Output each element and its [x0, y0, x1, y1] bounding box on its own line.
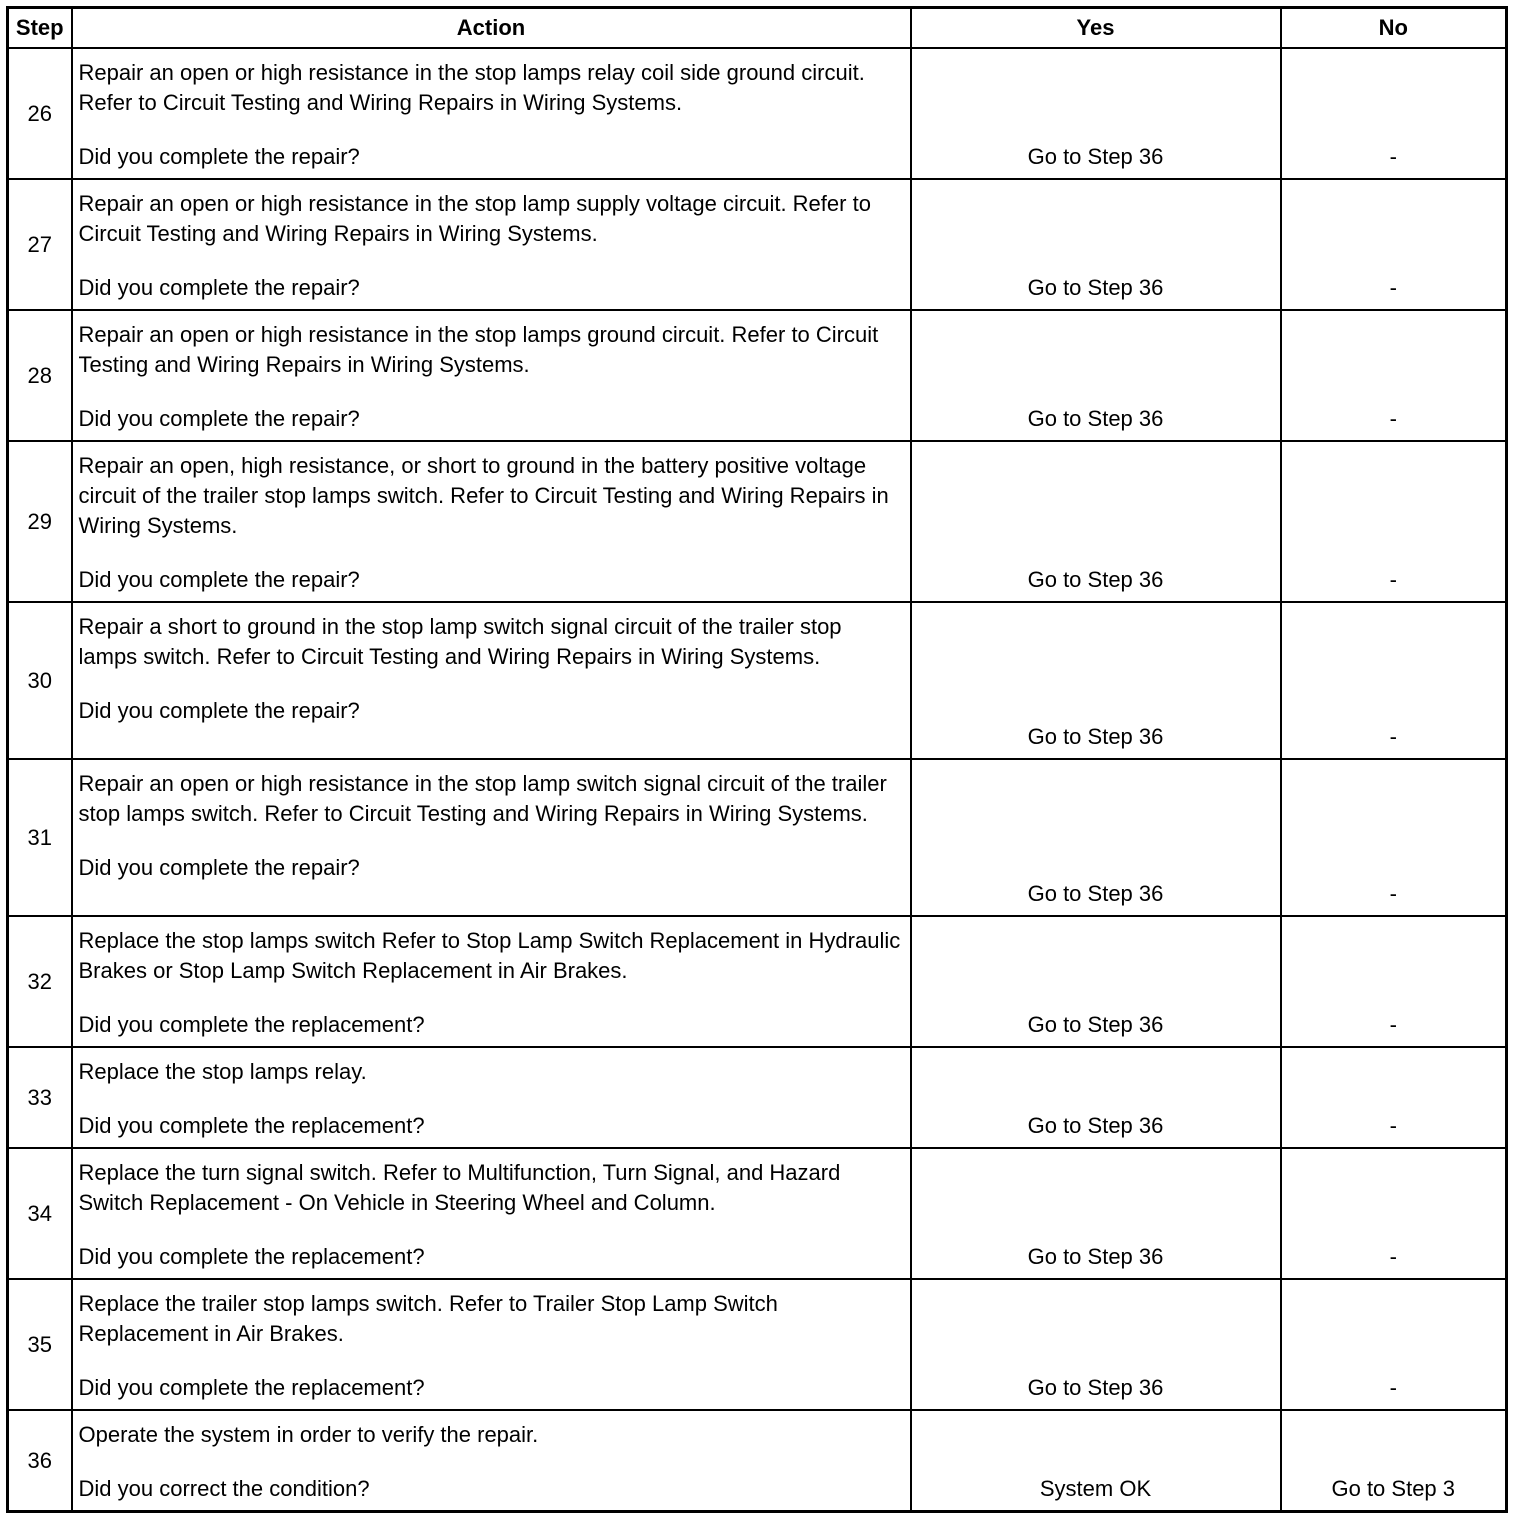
action-cell	[72, 759, 911, 916]
action-instruction: Repair an open or high resistance in the stop lamps ground circuit. Refer to Circuit Testing and Wiring Repairs in Wiring Systems.	[78, 322, 879, 377]
no-result: -	[1281, 1148, 1507, 1279]
action-instruction: Repair an open or high resistance in the stop lamp switch signal circuit of the trailer stop lamps switch. Refer to Circuit Testing and Wiring Repairs in Wiring Systems.	[78, 771, 887, 826]
no-result: -	[1281, 48, 1507, 179]
table-row	[8, 1148, 1507, 1279]
action-instruction: Repair an open or high resistance in the stop lamp supply voltage circuit. Refer to Circuit Testing and Wiring Repairs in Wiring Systems.	[78, 191, 871, 246]
action-instruction: Replace the trailer stop lamps switch. Refer to Trailer Stop Lamp Switch Replacement in Air Brakes.	[78, 1291, 778, 1346]
yes-result: Go to Step 36	[911, 1047, 1281, 1148]
yes-result: System OK	[911, 1410, 1281, 1512]
step-number: 32	[8, 916, 72, 1047]
action-cell	[72, 179, 911, 310]
action-cell	[72, 1047, 911, 1148]
yes-result: Go to Step 36	[911, 48, 1281, 179]
action-question: Did you correct the condition?	[78, 1476, 370, 1501]
step-number: 26	[8, 48, 72, 179]
action-question: Did you complete the replacement?	[78, 1113, 425, 1138]
step-number: 31	[8, 759, 72, 916]
no-result: -	[1281, 441, 1507, 602]
no-result: -	[1281, 602, 1507, 759]
table-row	[8, 916, 1507, 1047]
action-question: Did you complete the replacement?	[78, 1375, 425, 1400]
yes-result: Go to Step 36	[911, 1148, 1281, 1279]
action-instruction: Repair an open or high resistance in the stop lamps relay coil side ground circuit. Refer to Circuit Testing and Wiring Repairs in Wiring Systems.	[78, 60, 865, 115]
no-result: -	[1281, 1047, 1507, 1148]
yes-result: Go to Step 36	[911, 602, 1281, 759]
yes-result: Go to Step 36	[911, 441, 1281, 602]
step-number: 27	[8, 179, 72, 310]
action-cell	[72, 441, 911, 602]
no-result: -	[1281, 916, 1507, 1047]
step-number: 28	[8, 310, 72, 441]
action-cell	[72, 1279, 911, 1410]
yes-result: Go to Step 36	[911, 916, 1281, 1047]
column-header-action: Action	[72, 8, 911, 49]
yes-result: Go to Step 36	[911, 310, 1281, 441]
yes-result: Go to Step 36	[911, 759, 1281, 916]
no-result: -	[1281, 310, 1507, 441]
action-question: Did you complete the repair?	[78, 698, 360, 723]
step-number: 29	[8, 441, 72, 602]
action-question: Did you complete the replacement?	[78, 1012, 425, 1037]
no-result: -	[1281, 179, 1507, 310]
step-number: 36	[8, 1410, 72, 1512]
action-cell	[72, 1148, 911, 1279]
action-question: Did you complete the repair?	[78, 855, 360, 880]
table-row	[8, 441, 1507, 602]
table-row	[8, 1410, 1507, 1512]
column-header-yes: Yes	[911, 8, 1281, 49]
step-number: 30	[8, 602, 72, 759]
action-instruction: Repair an open, high resistance, or short to ground in the battery positive voltage circuit of the trailer stop lamps switch. Refer to Circuit Testing and Wiring Repairs in Wiring Systems.	[78, 453, 889, 538]
no-result: -	[1281, 759, 1507, 916]
action-cell	[72, 310, 911, 441]
header-row	[8, 8, 1507, 49]
table-row	[8, 179, 1507, 310]
table-row	[8, 1279, 1507, 1410]
table-row	[8, 310, 1507, 441]
table-row	[8, 48, 1507, 179]
diagnostic-steps-table	[6, 6, 1508, 1513]
action-question: Did you complete the replacement?	[78, 1244, 425, 1269]
step-number: 35	[8, 1279, 72, 1410]
action-question: Did you complete the repair?	[78, 144, 360, 169]
table-row	[8, 1047, 1507, 1148]
action-question: Did you complete the repair?	[78, 275, 360, 300]
action-cell	[72, 1410, 911, 1512]
table-body	[8, 48, 1507, 1512]
action-cell	[72, 916, 911, 1047]
step-number: 33	[8, 1047, 72, 1148]
column-header-step: Step	[8, 8, 72, 49]
column-header-no: No	[1281, 8, 1507, 49]
table-row	[8, 602, 1507, 759]
action-question: Did you complete the repair?	[78, 406, 360, 431]
action-instruction: Replace the turn signal switch. Refer to Multifunction, Turn Signal, and Hazard Switch Replacement - On Vehicle in Steering Wheel and Column.	[78, 1160, 841, 1215]
action-question: Did you complete the repair?	[78, 567, 360, 592]
no-result: -	[1281, 1279, 1507, 1410]
no-result: Go to Step 3	[1281, 1410, 1507, 1512]
action-cell	[72, 48, 911, 179]
action-instruction: Replace the stop lamps relay.	[78, 1059, 367, 1084]
table-header	[8, 8, 1507, 49]
step-number: 34	[8, 1148, 72, 1279]
yes-result: Go to Step 36	[911, 179, 1281, 310]
action-instruction: Repair a short to ground in the stop lamp switch signal circuit of the trailer stop lamps switch. Refer to Circuit Testing and Wiring Repairs in Wiring Systems.	[78, 614, 842, 669]
action-cell	[72, 602, 911, 759]
action-instruction: Replace the stop lamps switch Refer to Stop Lamp Switch Replacement in Hydraulic Brakes or Stop Lamp Switch Replacement in Air Brakes.	[78, 928, 901, 983]
yes-result: Go to Step 36	[911, 1279, 1281, 1410]
table-row	[8, 759, 1507, 916]
action-instruction: Operate the system in order to verify the repair.	[78, 1422, 539, 1447]
